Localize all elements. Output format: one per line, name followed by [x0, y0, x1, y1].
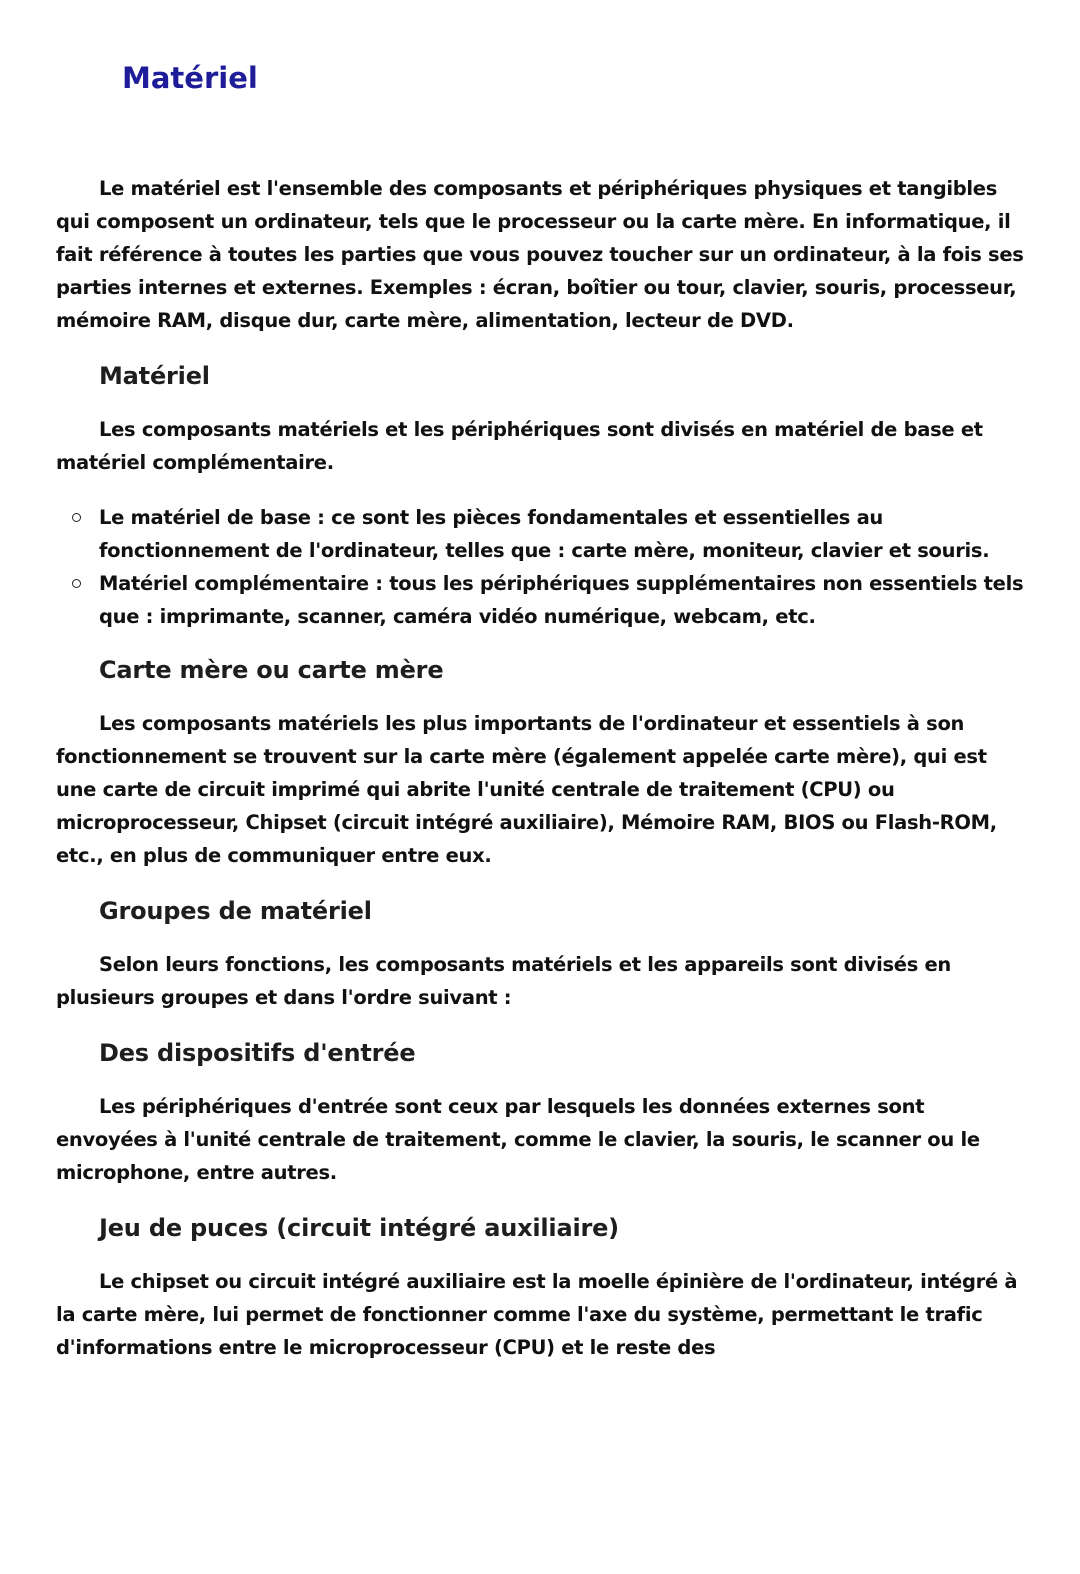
- hollow-circle-bullet-icon: [72, 579, 81, 588]
- section-heading-entree: Des dispositifs d'entrée: [99, 1039, 416, 1067]
- document-body: [56, 172, 1028, 1386]
- intro-paragraph: Le matériel est l'ensemble des composants et périphériques physiques et tangibles qui composent un ordinateur, tels que le processeur ou la carte mère. En informatique, il fait référence à toutes les parties que vous pouvez toucher sur un ordinateur, à la fois ses parties internes et externes. Exemples : écran, boîtier ou tour, clavier, souris, processeur, mémoire RAM, disque dur, carte mère, alimentation, lecteur de DVD.: [56, 177, 1024, 332]
- section-paragraph-entree: Les périphériques d'entrée sont ceux par lesquels les données externes sont envoyées à l'unité centrale de traitement, comme le clavier, la souris, le scanner ou le microphone, entre autres.: [56, 1095, 980, 1184]
- hardware-types-list: [56, 501, 1028, 633]
- section-heading-chipset: Jeu de puces (circuit intégré auxiliaire): [99, 1214, 619, 1242]
- section-paragraph-groupes: Selon leurs fonctions, les composants matériels et les appareils sont divisés en plusieurs groupes et dans l'ordre suivant :: [56, 953, 952, 1009]
- list-item-text: Matériel complémentaire : tous les périphériques supplémentaires non essentiels tels que : imprimante, scanner, caméra vidéo numérique, webcam, etc.: [99, 572, 1024, 628]
- page-title: Matériel: [122, 61, 258, 95]
- hollow-circle-bullet-icon: [72, 513, 81, 522]
- list-item-text: Le matériel de base : ce sont les pièces fondamentales et essentielles au fonctionnement de l'ordinateur, telles que : carte mère, moniteur, clavier et souris.: [99, 506, 990, 562]
- section-heading-materiel: Matériel: [99, 362, 210, 390]
- list-item: [99, 567, 1028, 633]
- section-paragraph-carte-mere: Les composants matériels les plus importants de l'ordinateur et essentiels à son fonctionnement se trouvent sur la carte mère (également appelée carte mère), qui est une carte de circuit imprimé qui abrite l'unité centrale de traitement (CPU) ou microprocesseur, Chipset (circuit intégré auxiliaire), Mémoire RAM, BIOS ou Flash-ROM, etc., en plus de communiquer entre eux.: [56, 712, 997, 867]
- section-heading-carte-mere: Carte mère ou carte mère: [99, 656, 444, 684]
- section-paragraph-chipset: Le chipset ou circuit intégré auxiliaire est la moelle épinière de l'ordinateur, intégré à la carte mère, lui permet de fonctionner comme l'axe du système, permettant le trafic d'informations entre le microprocesseur (CPU) et le reste des: [56, 1270, 1018, 1359]
- section-heading-groupes: Groupes de matériel: [99, 897, 372, 925]
- section-paragraph-materiel: Les composants matériels et les périphériques sont divisés en matériel de base et matériel complémentaire.: [56, 418, 983, 474]
- list-item: [99, 501, 1028, 567]
